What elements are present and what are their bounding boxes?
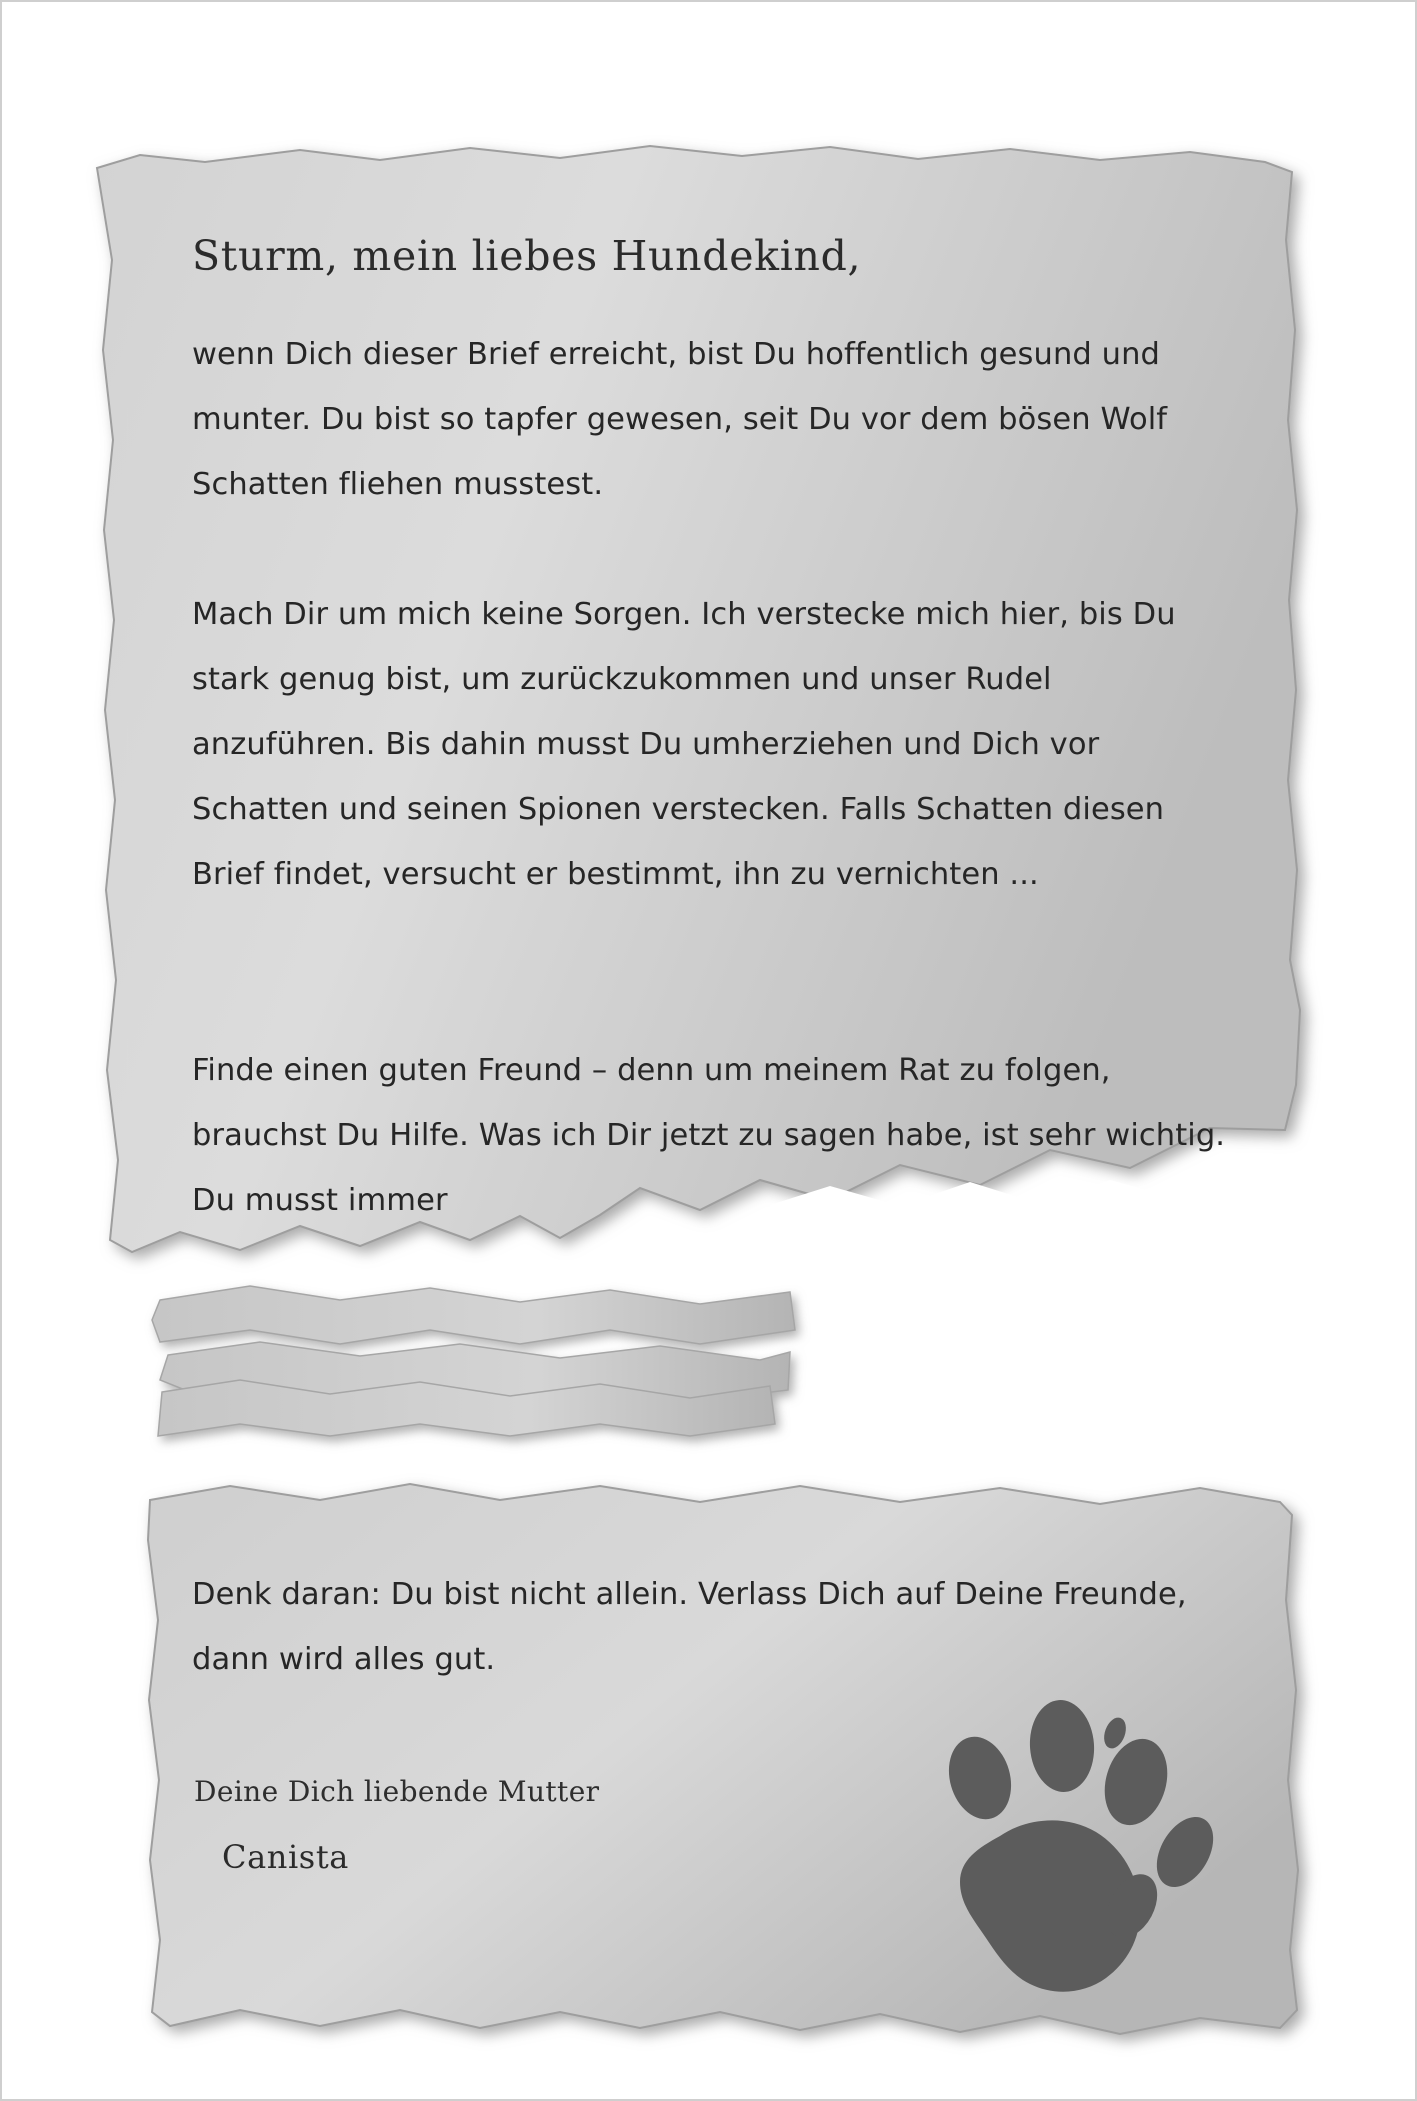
letter-paragraph-2: Mach Dir um mich keine Sorgen. Ich verstecke mich hier, bis Du stark genug bist, um zurückzukommen und unser Rudel anzuführen. Bis dahin musst Du umherziehen und Dich vor Schatten und seinen Spionen verstecken. Falls Schatten diesen Brief findet, versucht er bestimmt, ihn zu vernichten ... xyxy=(192,597,1176,892)
letter-paragraph-3: Finde einen guten Freund – denn um meinem Rat zu folgen, brauchst Du Hilfe. Was ich Dir jetzt zu sagen habe, ist sehr wichtig. Du musst immer xyxy=(192,1053,1226,1218)
letter-paragraph-1: wenn Dich dieser Brief erreicht, bist Du hoffentlich gesund und munter. Du bist so tapfer gewesen, seit Du vor dem bösen Wolf Schatten fliehen musstest. xyxy=(192,337,1168,502)
signature-closing: Deine Dich liebende Mutter xyxy=(194,1775,600,1808)
letter-paragraph-4: Denk daran: Du bist nicht allein. Verlass Dich auf Deine Freunde, dann wird alles gut. xyxy=(192,1577,1187,1677)
signature-name: Canista xyxy=(222,1838,349,1876)
letter-heading: Sturm, mein liebes Hundekind, xyxy=(192,232,862,280)
